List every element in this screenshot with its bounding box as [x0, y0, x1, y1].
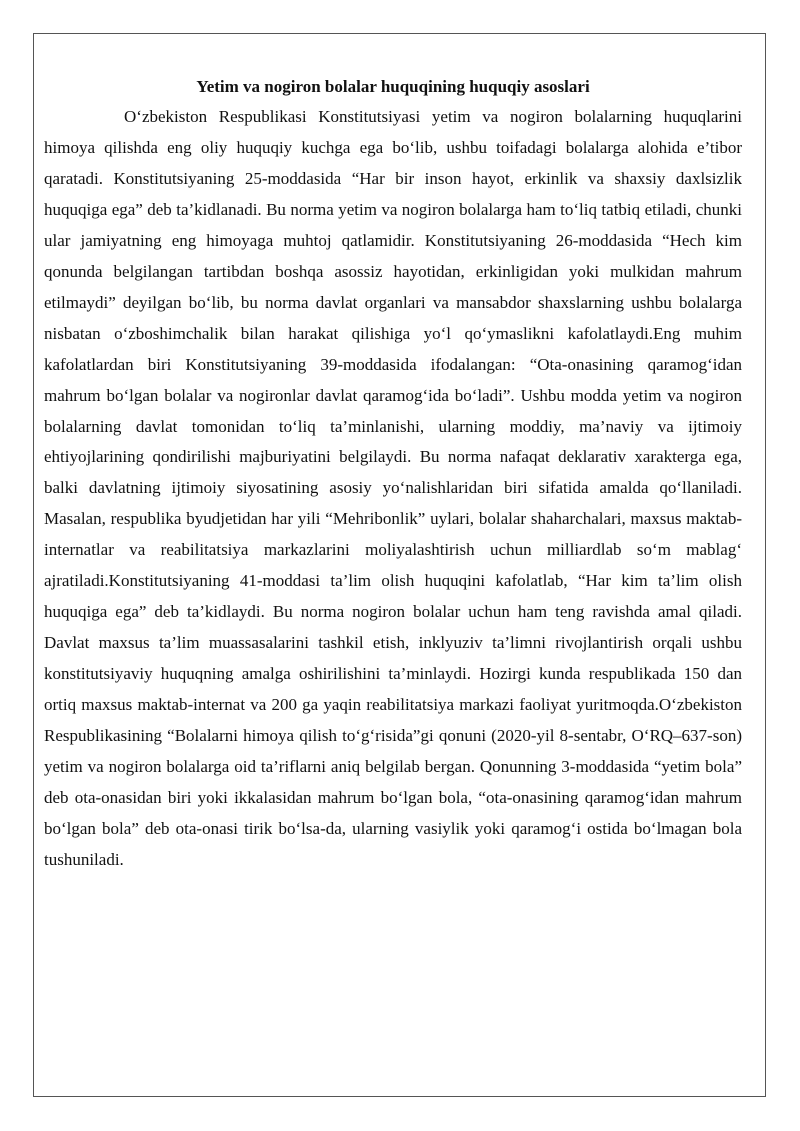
- document-title: Yetim va nogiron bolalar huquqining huquqiy asoslari: [196, 77, 590, 96]
- document-body-paragraph: O‘zbekiston Respublikasi Konstitutsiyasi yetim va nogiron bolalarning huquqlarini himoya qilishda eng oliy huquqiy kuchga ega bo‘lib, ushbu toifadagi bolalarga alohida e’tibor qaratadi. Konstitutsiyaning 25-moddasida “Har bir inson hayot, erkinlik va shaxsiy daxlsizlik huquqiga ega” deb ta’kidlanadi. Bu norma yetim va nogiron bolalarga ham to‘liq tatbiq etiladi, chunki ular jamiyatning eng himoyaga muhtoj qatlamidir. Konstitutsiyaning 26-moddasida “Hech kim qonunda belgilangan tartibdan boshqa asossiz hayotidan, erkinligidan yoki mulkidan mahrum etilmaydi” deyilgan bo‘lib, bu norma davlat organlari va mansabdor shaxslarning ushbu bolalarga nisbatan o‘zboshimchalik bilan harakat qilishiga yo‘l qo‘ymaslikni kafolatlaydi.Eng muhim kafolatlardan biri Konstitutsiyaning 39-moddasida ifodalangan: “Ota-onasining qaramog‘idan mahrum bo‘lgan bolalar va nogironlar davlat qaramog‘ida bo‘ladi”. Ushbu modda yetim va nogiron bolalarning davlat tomonidan to‘liq ta’minlanishi, ularning moddiy, ma’naviy va ijtimoiy ehtiyojlarining qondirilishi majburiyatini belgilaydi. Bu norma nafaqat deklarativ xarakterga ega, balki davlatning ijtimoiy siyosatining asosiy yo‘nalishlaridan biri sifatida amalda qo‘llaniladi. Masalan, respublika byudjetidan har yili “Mehribonlik” uylari, bolalar shaharchalari, maxsus maktab-internatlar va reabilitatsiya markazlarini moliyalashtirish uchun milliardlab so‘m mablag‘ ajratiladi.Konstitutsiyaning 41-moddasi ta’lim olish huquqini kafolatlab, “Har kim ta’lim olish huquqiga ega” deb ta’kidlaydi. Bu norma nogiron bolalar uchun ham teng ravishda amal qiladi. Davlat maxsus ta’lim muassasalarini tashkil etish, inklyuziv ta’limni rivojlantirish orqali ushbu konstitutsiyaviy huquqning amalga oshirilishini ta’minlaydi. Hozirgi kunda respublikada 150 dan ortiq maxsus maktab-internat va 200 ga yaqin reabilitatsiya markazi faoliyat yuritmoqda.O‘zbekiston Respublikasining “Bolalarni himoya qilish to‘g‘risida”gi qonuni (2020-yil 8-sentabr, O‘RQ–637-son) yetim va nogiron bolalarga oid ta’riflarni aniq belgilab bergan. Qonunning 3-moddasida “yetim bola” deb ota-onasidan biri yoki ikkalasidan mahrum bo‘lgan bola, “ota-onasining qaramog‘idan mahrum bo‘lgan bola” deb ota-onasi tirik bo‘lsa-da, ularning vasiylik yoki qaramog‘i ostida bo‘lmagan bola tushuniladi.: [44, 107, 742, 869]
- document-content: [44, 74, 742, 876]
